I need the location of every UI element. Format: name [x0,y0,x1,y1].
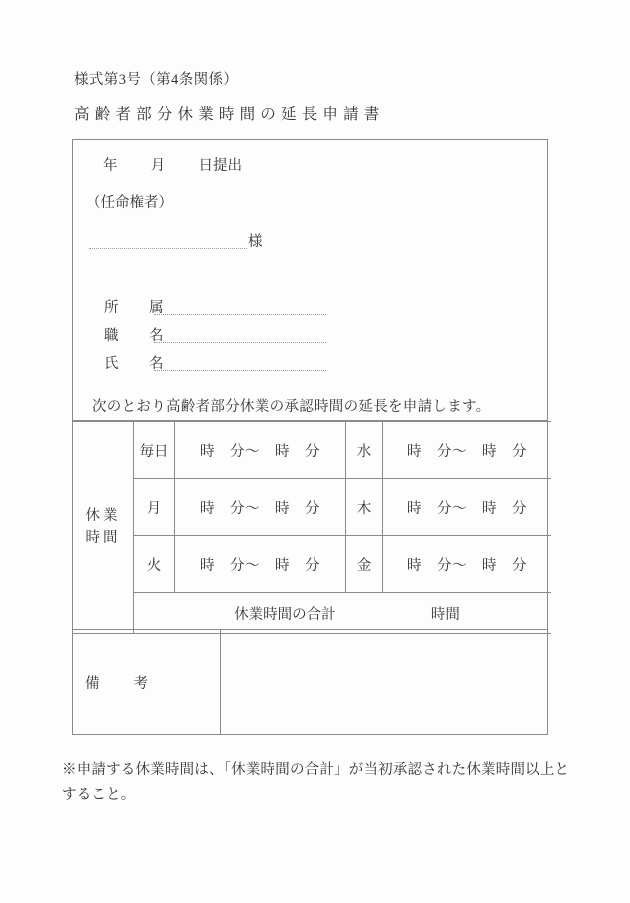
applicant-row-affiliation [104,287,326,315]
day-cell-tuesday: 火 [134,536,175,593]
applicant-block [104,287,326,371]
appointer-label: （任命権者） [86,195,173,211]
table-row [73,536,551,593]
remarks-label-cell [73,630,221,735]
time-input-monday[interactable]: 時 分〜 時 分 [175,479,346,536]
time-input-friday[interactable]: 時 分〜 時 分 [383,536,552,593]
page-title: 高齢者部分休業時間の延長申請書 [74,106,385,123]
table-row [73,422,551,479]
applicant-row-position [104,315,326,343]
submission-date-line [103,154,242,175]
time-input-wednesday[interactable]: 時 分〜 時 分 [383,422,552,479]
form-number: 様式第3号（第4条関係） [74,72,239,88]
remarks-row [73,629,547,735]
time-input-tuesday[interactable]: 時 分〜 時 分 [175,536,346,593]
leave-time-table [73,421,551,634]
footnote: ※申請する休業時間は、「休業時間の合計」が当初承認された休業時間以上とすること。 [62,762,570,804]
total-row[interactable] [134,593,552,634]
day-cell-wednesday: 水 [346,422,383,479]
addressee-row [89,233,263,249]
day-cell-thursday: 木 [346,479,383,536]
time-input-thursday[interactable]: 時 分〜 時 分 [383,479,552,536]
leave-time-row-label [73,422,134,634]
applicant-row-name [104,343,326,371]
month-label[interactable]: 月 [150,158,166,174]
addressee-input[interactable] [89,233,247,249]
day-cell-friday: 金 [346,536,383,593]
name-label: 氏 名 [104,355,172,372]
form-outer-box [72,139,548,735]
day-submit-label[interactable]: 日提出 [198,158,242,174]
affiliation-input[interactable] [154,299,326,315]
position-input[interactable] [154,327,326,343]
leave-time-row-label-text: 休業時間 [85,508,121,546]
statement-row [73,392,547,421]
name-input[interactable] [154,355,326,371]
statement-text: 次のとおり高齢者部分休業の承認時間の延長を申請します。 [92,399,491,415]
table-row [73,479,551,536]
year-label[interactable]: 年 [103,158,118,174]
position-label: 職 名 [104,327,172,344]
day-cell-everyday: 毎日 [134,422,175,479]
addressee-suffix: 様 [248,233,263,250]
affiliation-label: 所 属 [104,299,172,316]
submission-header [73,140,547,282]
total-unit: 時間 [430,606,460,623]
remarks-input[interactable] [221,630,547,735]
remarks-label: 備考 [85,676,182,692]
time-input-everyday[interactable]: 時 分〜 時 分 [175,422,346,479]
day-cell-monday: 月 [134,479,175,536]
table-row-total [73,593,551,634]
total-label: 休業時間の合計 [234,606,336,623]
